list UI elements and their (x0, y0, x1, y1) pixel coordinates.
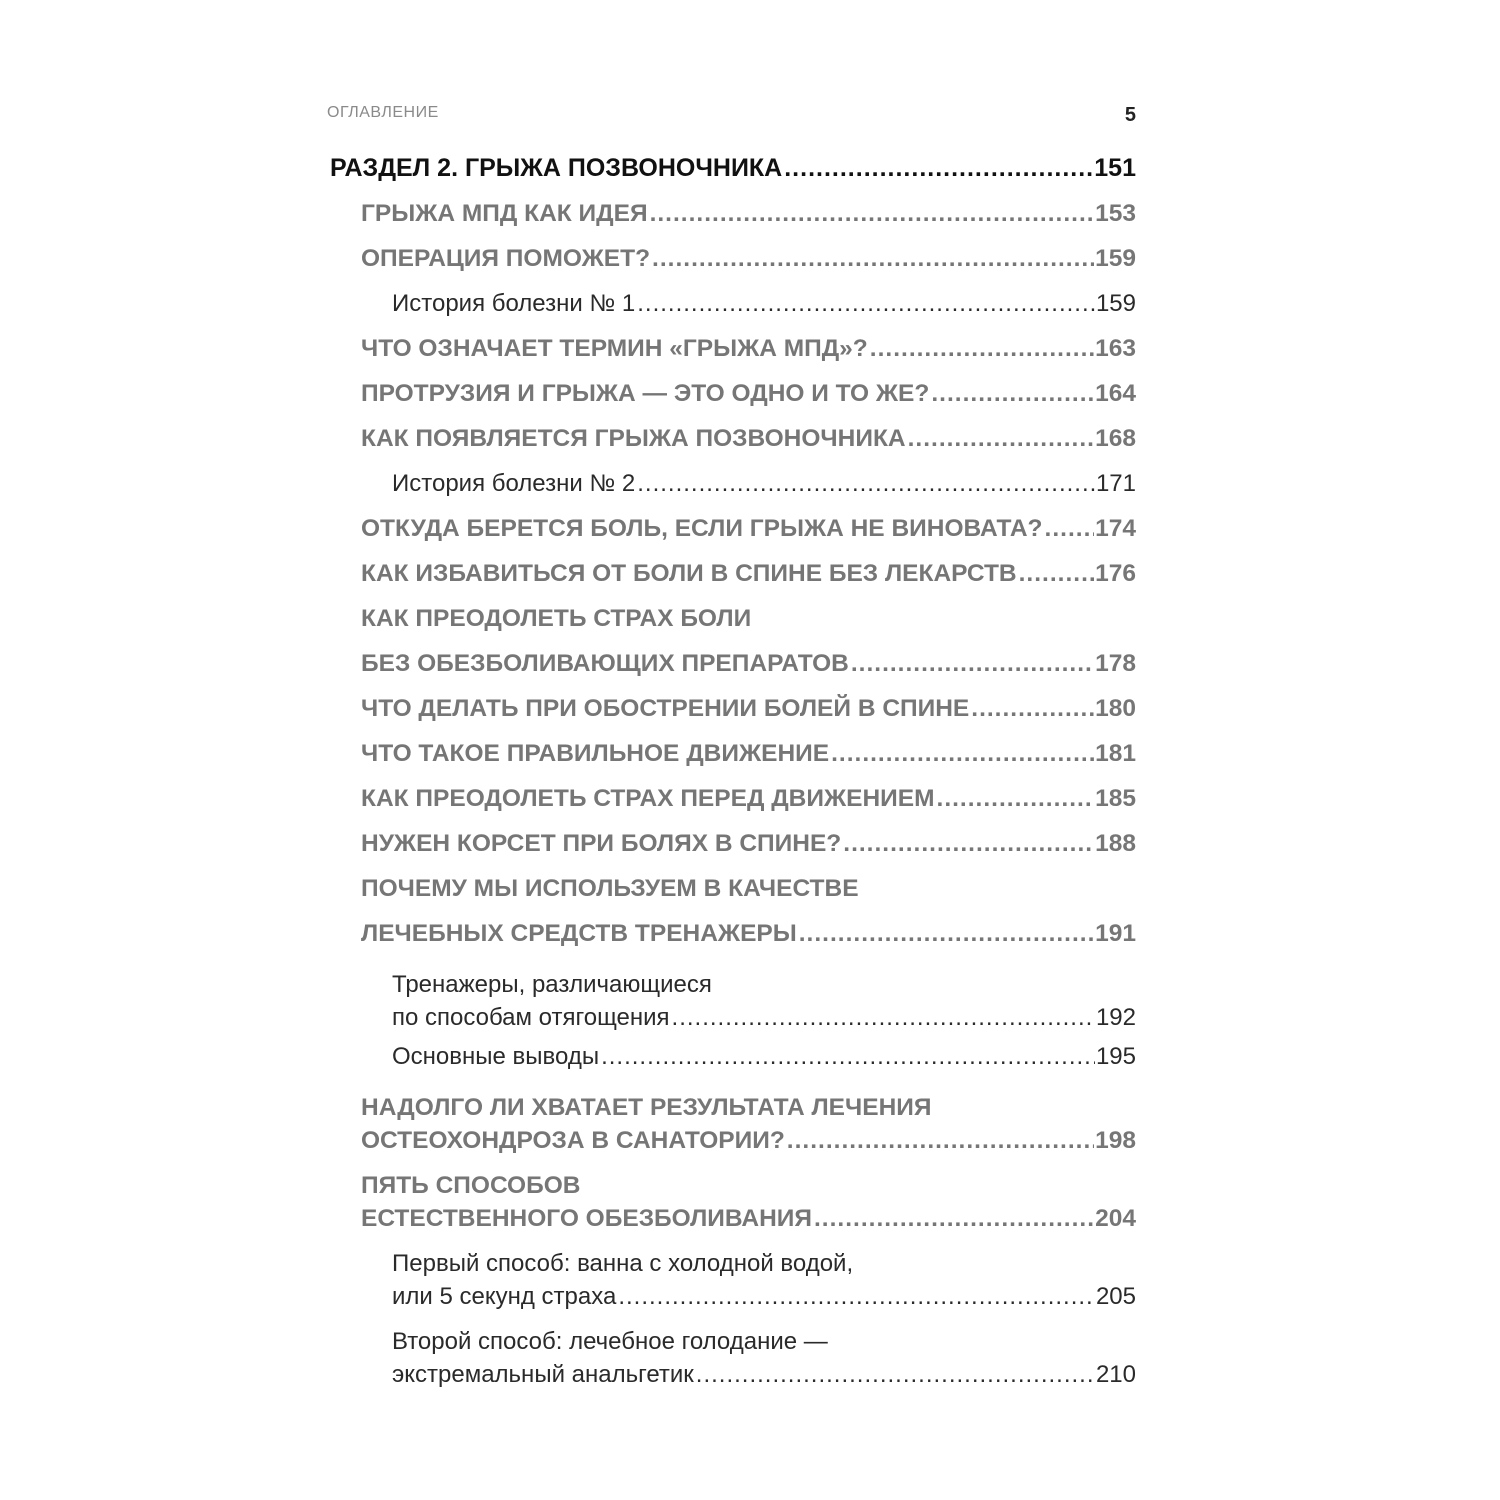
toc-subentry-page: 192 (1095, 1004, 1136, 1031)
toc-entry-title: ОПЕРАЦИЯ ПОМОЖЕТ? (361, 245, 651, 272)
toc-entry-page: 153 (1095, 200, 1136, 227)
toc-subentry-title: Основные выводы (392, 1043, 600, 1070)
toc-entry-title: КАК ПРЕОДОЛЕТЬ СТРАХ ПЕРЕД ДВИЖЕНИЕМ (361, 785, 935, 812)
toc-entry-title: КАК ПОЯВЛЯЕТСЯ ГРЫЖА ПОЗВОНОЧНИКА (361, 425, 906, 452)
toc-entry-page: 163 (1095, 335, 1136, 362)
toc-entry-page: 174 (1095, 515, 1136, 542)
toc-subentry-page: 205 (1095, 1283, 1136, 1310)
toc-entry[interactable] (361, 551, 1136, 596)
toc-entry-line1[interactable]: КАК ПРЕОДОЛЕТЬ СТРАХ БОЛИ (361, 605, 752, 632)
toc-subentry-page: 171 (1095, 470, 1136, 497)
toc-entry-page: 168 (1095, 425, 1136, 452)
toc-leader-dots (696, 1358, 1095, 1391)
toc-entry[interactable] (361, 506, 1136, 551)
toc-section-page: 151 (1094, 154, 1136, 182)
toc-leader-dots (931, 371, 1094, 416)
toc-entry-page: 198 (1095, 1127, 1136, 1154)
toc-entry[interactable] (361, 686, 1136, 731)
toc-entry[interactable] (361, 236, 1136, 281)
toc-subentry-line1[interactable]: Первый способ: ванна с холодной водой, (392, 1250, 854, 1277)
toc-entry-title: ЧТО ОЗНАЧАЕТ ТЕРМИН «ГРЫЖА МПД»? (361, 335, 868, 362)
toc-entry-line1[interactable]: НАДОЛГО ЛИ ХВАТАЕТ РЕЗУЛЬТАТА ЛЕЧЕНИЯ (361, 1094, 932, 1121)
toc-leader-dots (799, 911, 1094, 956)
toc-entry[interactable] (361, 821, 1136, 866)
toc-leader-dots (618, 1280, 1095, 1313)
toc-entry-title: ГРЫЖА МПД КАК ИДЕЯ (361, 200, 648, 227)
toc-subentry-page: 159 (1095, 290, 1136, 317)
toc-entry-title: КАК ИЗБАВИТЬСЯ ОТ БОЛИ В СПИНЕ БЕЗ ЛЕКАРСТВ (361, 560, 1017, 587)
toc-leader-dots (1019, 551, 1094, 596)
toc-entry-title: ОТКУДА БЕРЕТСЯ БОЛЬ, ЕСЛИ ГРЫЖА НЕ ВИНОВАТА? (361, 515, 1043, 542)
toc-leader-dots (637, 461, 1095, 506)
toc-entry[interactable] (361, 371, 1136, 416)
toc-entry-line1[interactable]: ПЯТЬ СПОСОБОВ (361, 1172, 581, 1199)
toc-subentry[interactable] (392, 461, 1136, 506)
toc-leader-dots (601, 1034, 1095, 1079)
toc-entry-page: 185 (1095, 785, 1136, 812)
toc-leader-dots (814, 1202, 1094, 1235)
toc-entry[interactable] (361, 1124, 1136, 1157)
toc-leader-dots (784, 146, 1093, 191)
toc-leader-dots (870, 326, 1094, 371)
toc-entry-page: 191 (1095, 920, 1136, 947)
toc-entry-title: ЧТО ДЕЛАТЬ ПРИ ОБОСТРЕНИИ БОЛЕЙ В СПИНЕ (361, 695, 970, 722)
toc-subentry-title: по способам отягощения (392, 1004, 670, 1031)
toc-leader-dots (831, 731, 1094, 776)
toc-leader-dots (1045, 506, 1095, 551)
toc-entry-title: ПРОТРУЗИЯ И ГРЫЖА — ЭТО ОДНО И ТО ЖЕ? (361, 380, 930, 407)
toc-subentry-title: История болезни № 2 (392, 470, 636, 497)
page-number: 5 (1124, 104, 1136, 126)
toc-entry-page: 159 (1095, 245, 1136, 272)
toc-entry-page: 204 (1095, 1205, 1136, 1232)
toc-entry-page: 181 (1095, 740, 1136, 767)
toc-entry[interactable] (361, 731, 1136, 776)
toc-subentry-line1[interactable]: Второй способ: лечебное голодание — (392, 1328, 828, 1355)
toc-leader-dots (652, 236, 1094, 281)
toc-entry[interactable] (361, 326, 1136, 371)
toc-leader-dots (650, 191, 1095, 236)
toc-subentry[interactable] (392, 1358, 1136, 1391)
toc-subentry[interactable] (392, 1001, 1136, 1034)
toc-entry-title: НУЖЕН КОРСЕТ ПРИ БОЛЯХ В СПИНЕ? (361, 830, 842, 857)
toc-entry-page: 180 (1095, 695, 1136, 722)
toc-entry-title: ОСТЕОХОНДРОЗА В САНАТОРИИ? (361, 1127, 785, 1154)
toc-leader-dots (908, 416, 1095, 461)
toc-entry[interactable] (361, 911, 1136, 956)
toc-entry[interactable] (361, 416, 1136, 461)
toc-section-row[interactable] (330, 146, 1136, 191)
toc-entry[interactable] (361, 191, 1136, 236)
toc-leader-dots (637, 281, 1095, 326)
toc-entry[interactable] (361, 1202, 1136, 1235)
toc-entry[interactable] (361, 776, 1136, 821)
toc-entry-page: 176 (1095, 560, 1136, 587)
toc-leader-dots (672, 1001, 1095, 1034)
toc-entry-title: ЧТО ТАКОЕ ПРАВИЛЬНОЕ ДВИЖЕНИЕ (361, 740, 830, 767)
table-of-contents (330, 146, 1136, 1391)
toc-leader-dots (843, 821, 1094, 866)
toc-section-title: РАЗДЕЛ 2. ГРЫЖА ПОЗВОНОЧНИКА (330, 154, 783, 182)
toc-leader-dots (787, 1124, 1094, 1157)
toc-leader-dots (971, 686, 1094, 731)
toc-entry-title: БЕЗ ОБЕЗБОЛИВАЮЩИХ ПРЕПАРАТОВ (361, 650, 849, 677)
toc-entry[interactable] (361, 641, 1136, 686)
toc-subentry[interactable] (392, 281, 1136, 326)
toc-entry-page: 178 (1095, 650, 1136, 677)
toc-subentry-title: экстремальный анальгетик (392, 1361, 694, 1388)
toc-subentry-page: 210 (1095, 1361, 1136, 1388)
toc-subentry-title: История болезни № 1 (392, 290, 636, 317)
toc-entry-title: ЛЕЧЕБНЫХ СРЕДСТВ ТРЕНАЖЕРЫ (361, 920, 797, 947)
toc-entry-line1[interactable]: ПОЧЕМУ МЫ ИСПОЛЬЗУЕМ В КАЧЕСТВЕ (361, 875, 859, 902)
toc-subentry-line1[interactable]: Тренажеры, различающиеся (392, 971, 712, 998)
toc-leader-dots (937, 776, 1095, 821)
toc-leader-dots (851, 641, 1094, 686)
running-head: ОГЛАВЛЕНИЕ (327, 104, 439, 121)
toc-entry-page: 188 (1095, 830, 1136, 857)
toc-entry-title: ЕСТЕСТВЕННОГО ОБЕЗБОЛИВАНИЯ (361, 1205, 812, 1232)
toc-subentry-title: или 5 секунд страха (392, 1283, 617, 1310)
toc-subentry[interactable] (392, 1280, 1136, 1313)
toc-entry-page: 164 (1095, 380, 1136, 407)
toc-subentry[interactable] (392, 1034, 1136, 1079)
toc-subentry-page: 195 (1095, 1043, 1136, 1070)
